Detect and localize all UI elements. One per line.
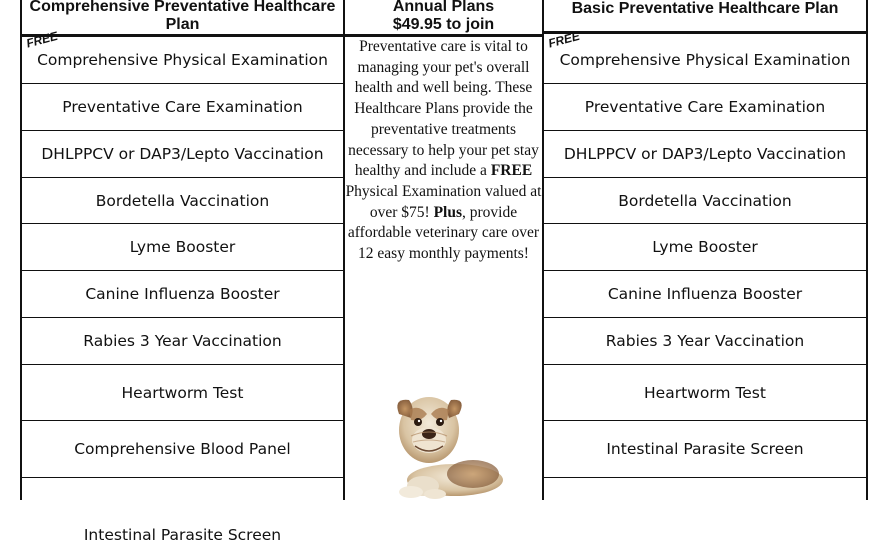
- list-item: [21, 271, 344, 318]
- item-label: Heartworm Test: [121, 383, 244, 402]
- column-divider: [866, 0, 868, 500]
- item-label: Bordetella Vaccination: [618, 191, 792, 210]
- plan-description: [344, 37, 543, 265]
- bulldog-puppy-photo: [385, 388, 505, 500]
- comprehensive-plan-title: Comprehensive Preventative Healthcare: [29, 0, 336, 15]
- item-label: DHLPPCV or DAP3/Lepto Vaccination: [563, 145, 847, 163]
- comprehensive-plan-title-line2: Plan: [165, 16, 200, 33]
- list-item: [21, 318, 344, 365]
- list-item: [21, 478, 344, 544]
- item-label: Rabies 3 Year Vaccination: [83, 332, 282, 350]
- item-label: Preventative Care Examination: [584, 98, 826, 116]
- comprehensive-plan-header: [21, 0, 344, 37]
- item-label: Bordetella Vaccination: [95, 191, 270, 210]
- column-divider: [20, 0, 22, 500]
- basic-plan-items: [543, 28, 867, 534]
- list-item: [543, 84, 867, 131]
- list-item: [543, 131, 867, 178]
- column-divider: [343, 0, 345, 500]
- item-label: Comprehensive Physical Examination: [559, 51, 851, 69]
- item-label: Intestinal Parasite Screen: [606, 440, 804, 458]
- item-label: Preventative Care Examination: [62, 98, 303, 116]
- join-price: $49.95 to join: [392, 16, 495, 33]
- list-item: [21, 84, 344, 131]
- list-item: [21, 224, 344, 271]
- list-item: [543, 365, 867, 421]
- item-label: Canine Influenza Booster: [85, 285, 280, 303]
- list-item: [543, 224, 867, 271]
- comprehensive-plan-items: [21, 28, 344, 544]
- description-text-3: , provide affordable veterinary care over 12 easy monthly payments!: [347, 203, 540, 263]
- list-item: [543, 318, 867, 365]
- free-tag: FREE: [24, 28, 60, 51]
- annual-plans-title: Annual Plans: [392, 0, 495, 15]
- list-item: [543, 478, 867, 534]
- list-item: [543, 178, 867, 224]
- list-item: [21, 178, 344, 224]
- free-tag: FREE: [546, 28, 582, 51]
- plus-emphasis: Plus: [433, 203, 463, 221]
- basic-plan-column: [543, 0, 867, 500]
- list-item: [21, 421, 344, 478]
- list-item: [21, 28, 344, 84]
- item-label: DHLPPCV or DAP3/Lepto Vaccination: [41, 145, 324, 163]
- item-label: Lyme Booster: [129, 238, 236, 256]
- annual-plans-header: [344, 0, 543, 37]
- column-divider: [542, 0, 544, 500]
- description-text-2: Physical Examination valued at over $75!: [345, 182, 542, 221]
- list-item: [543, 421, 867, 478]
- free-emphasis: FREE: [490, 162, 533, 180]
- list-item: [543, 28, 867, 84]
- item-label: Intestinal Parasite Screen: [83, 526, 282, 544]
- item-label: Heartworm Test: [644, 383, 766, 402]
- list-item: [21, 131, 344, 178]
- basic-plan-header: [543, 0, 867, 34]
- item-label: Rabies 3 Year Vaccination: [605, 332, 805, 350]
- item-label: Lyme Booster: [652, 238, 758, 256]
- item-label: Canine Influenza Booster: [607, 285, 803, 303]
- basic-plan-title: Basic Preventative Healthcare Plan: [571, 0, 839, 17]
- item-label: Comprehensive Blood Panel: [74, 440, 291, 458]
- list-item: [543, 271, 867, 318]
- item-label: Comprehensive Physical Examination: [37, 51, 328, 69]
- list-item: [21, 365, 344, 421]
- comprehensive-plan-column: [21, 0, 344, 544]
- description-text: Preventative care is vital to managing your pet's overall health and well being. These Healthcare Plans provide the preventative treatments necessary to help your pet stay healthy and include a: [348, 38, 539, 180]
